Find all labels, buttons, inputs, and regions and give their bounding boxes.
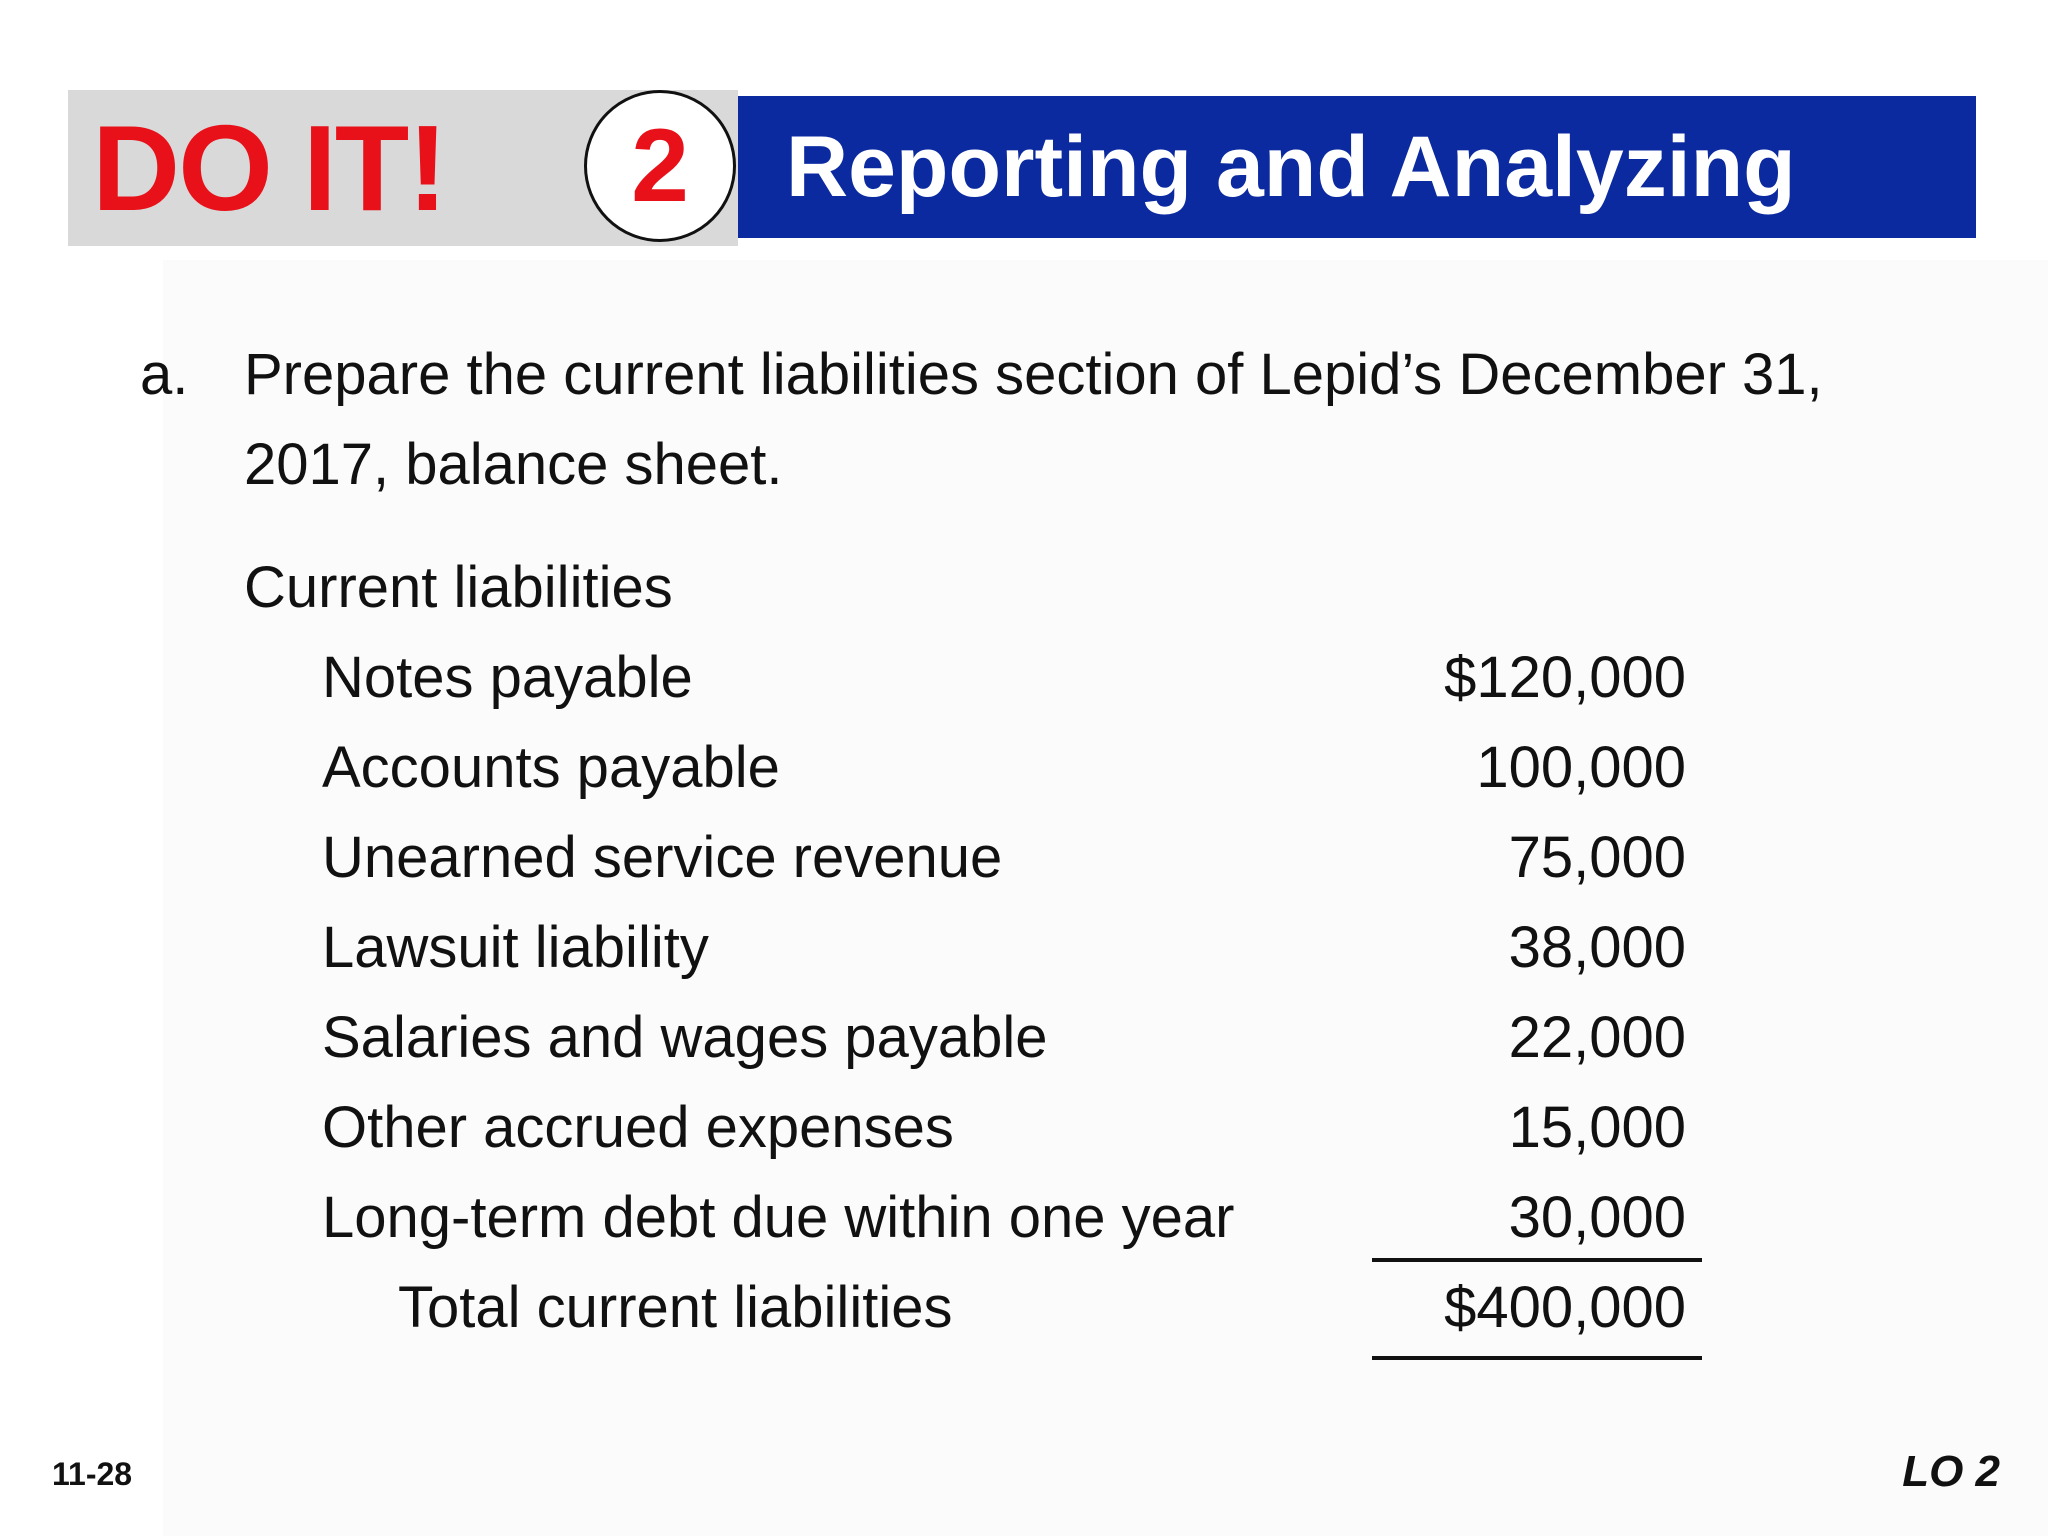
subtotal-underline [1372, 1258, 1702, 1262]
liability-row-unearned-service-revenue [0, 822, 2048, 912]
total-amount: $400,000 [1444, 1275, 1686, 1340]
liability-label: Long-term debt due within one year [322, 1185, 1235, 1250]
instruction-marker: a. [140, 342, 189, 407]
liability-label: Other accrued expenses [322, 1095, 954, 1160]
liability-row-accounts-payable [0, 732, 2048, 822]
liability-amount: 75,000 [1508, 825, 1686, 890]
liability-label: Unearned service revenue [322, 825, 1003, 890]
liability-label: Salaries and wages payable [322, 1005, 1048, 1070]
instruction-text: Prepare the current liabilities section of Lepid’s December 31, 2017, balance sheet. [244, 342, 1823, 497]
liability-row-lawsuit-liability [0, 912, 2048, 1002]
slide-title: Reporting and Analyzing [786, 119, 1796, 215]
liability-amount: 22,000 [1508, 1005, 1686, 1070]
do-it-label: DO IT! [92, 100, 446, 236]
liability-label: Lawsuit liability [322, 915, 709, 980]
liability-amount: 15,000 [1508, 1095, 1686, 1160]
liability-amount: $120,000 [1444, 645, 1686, 710]
liability-row-long-term-debt-current [0, 1182, 2048, 1272]
page-number: 11-28 [52, 1456, 133, 1492]
liability-amount: 38,000 [1508, 915, 1686, 980]
liability-label: Accounts payable [322, 735, 780, 800]
liability-row-other-accrued-expenses [0, 1092, 2048, 1182]
total-underline [1372, 1356, 1702, 1360]
total-label: Total current liabilities [398, 1275, 953, 1340]
liability-label: Notes payable [322, 645, 693, 710]
current-liabilities-heading: Current liabilities [244, 555, 673, 620]
liability-amount: 100,000 [1476, 735, 1686, 800]
do-it-badge [68, 90, 738, 246]
title-bar [738, 96, 1976, 238]
learning-objective-tag: LO 2 [1902, 1447, 2000, 1496]
exercise-number-circle: 2 [584, 90, 736, 242]
total-current-liabilities-row [0, 1272, 2048, 1362]
liability-row-salaries-and-wages-payable [0, 1002, 2048, 1092]
liability-amount: 30,000 [1508, 1185, 1686, 1250]
liability-row-notes-payable [0, 642, 2048, 732]
